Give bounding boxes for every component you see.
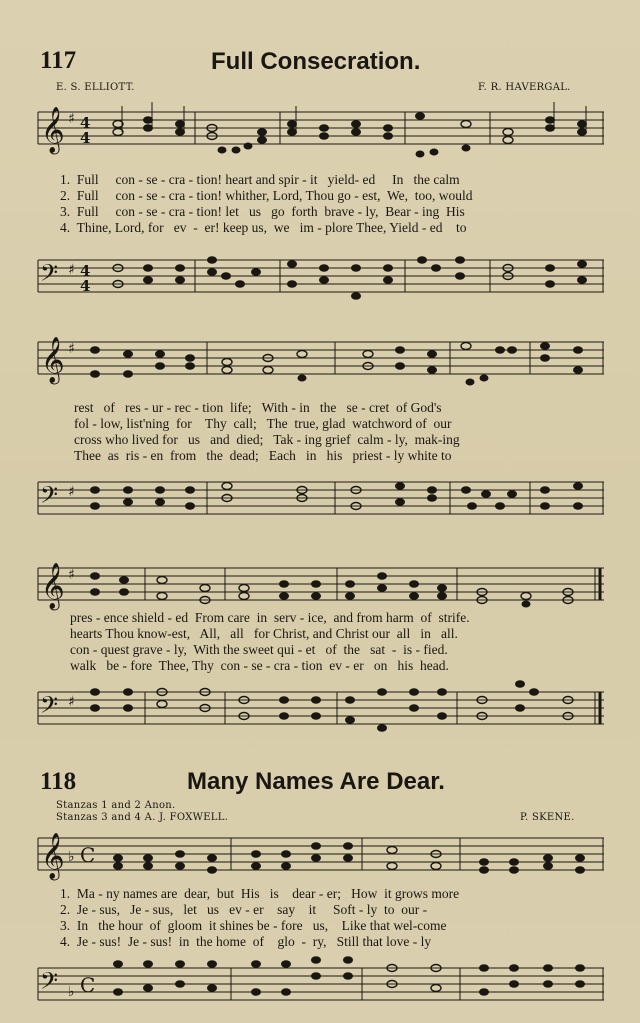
lyric-line: Thee as ris - en from the dead; Each in his priest - ly white to xyxy=(74,448,452,463)
lyric-line: 4. Thine, Lord, for ev - er! keep us, we im - plore Thee, Yield - ed to xyxy=(60,220,467,235)
lyric-line: fol - low, list'ning for Thy call; The true, glad watchword of our xyxy=(74,416,452,431)
bass-clef-icon: 𝄢 xyxy=(40,967,59,1000)
svg-text:4: 4 xyxy=(80,277,91,295)
lyric-line: cross who lived for us and died; Tak - ing grief calm - ly, mak-ing xyxy=(74,432,460,447)
svg-text:C: C xyxy=(80,843,96,867)
hymn-number: 117 xyxy=(40,47,77,74)
svg-text:♯: ♯ xyxy=(68,567,75,583)
composer-credit: E. S. ELLIOTT. xyxy=(56,82,135,93)
treble-clef-icon: 𝄞 xyxy=(41,563,65,609)
treble-clef-icon: 𝄞 xyxy=(41,337,65,383)
treble-clef-icon: 𝄞 xyxy=(41,107,65,153)
lyric-line: 2. Je - sus, Je - sus, let us ev - er say it Soft - ly to our - xyxy=(60,902,428,917)
bass-clef-icon: 𝄢 xyxy=(40,259,59,292)
lyric-line: con - quest grave - ly, With the sweet qui - et of the sat - is - fied. xyxy=(70,642,448,657)
hymn-title: Full Consecration. xyxy=(211,48,421,75)
lyric-line: 3. Full con - se - cra - tion! let us go forth brave - ly, Bear - ing His xyxy=(60,204,465,219)
lyric-line: 1. Full con - se - cra - tion! heart and spir - it yield- ed In the calm xyxy=(60,172,460,187)
composer-credit: P. SKENE. xyxy=(520,812,575,823)
svg-text:♭: ♭ xyxy=(68,849,75,865)
bass-clef-icon: 𝄢 xyxy=(40,691,59,724)
author-credit: Stanzas 1 and 2 Anon. xyxy=(56,800,176,811)
treble-staff xyxy=(0,330,640,405)
svg-text:4: 4 xyxy=(80,262,91,280)
svg-text:4: 4 xyxy=(80,129,91,147)
lyric-line: 4. Je - sus! Je - sus! in the home of glo - ry, Still that love - ly xyxy=(60,934,432,949)
lyric-line: walk be - fore Thee, Thy con - se - cra - tion ev - er on his head. xyxy=(70,658,449,673)
svg-text:4: 4 xyxy=(80,114,91,132)
svg-text:♯: ♯ xyxy=(68,341,75,357)
bass-staff xyxy=(0,680,640,750)
lyric-line: pres - ence shield - ed From care in serv - ice, and from harm of strife. xyxy=(70,610,470,625)
bass-staff xyxy=(0,956,640,1023)
hymn-title: Many Names Are Dear. xyxy=(187,768,445,795)
svg-text:♯: ♯ xyxy=(68,111,75,127)
lyric-line: hearts Thou know-est, All, all for Christ, and Christ our all in all. xyxy=(70,626,458,641)
hymn-number: 118 xyxy=(40,768,77,795)
svg-text:♯: ♯ xyxy=(68,694,75,710)
bass-clef-icon: 𝄢 xyxy=(40,481,59,514)
svg-text:♭: ♭ xyxy=(68,984,75,1000)
author-credit: F. R. HAVERGAL. xyxy=(478,82,571,93)
svg-text:♯: ♯ xyxy=(68,484,75,500)
lyric-line: 1. Ma - ny names are dear, but His is dear - er; How it grows more xyxy=(60,886,460,901)
treble-staff xyxy=(0,96,640,171)
author-credit: Stanzas 3 and 4 A. J. FOXWELL. xyxy=(56,812,229,823)
lyric-line: 3. In the hour of gloom it shines be - fore us, Like that wel-come xyxy=(60,918,447,933)
lyric-line: 2. Full con - se - cra - tion! whither, Lord, Thou go - est, We, too, would xyxy=(60,188,473,203)
treble-clef-icon: 𝄞 xyxy=(41,833,65,879)
svg-text:C: C xyxy=(80,973,96,997)
bass-staff xyxy=(0,470,640,540)
bass-staff xyxy=(0,248,640,318)
svg-text:♯: ♯ xyxy=(68,262,75,278)
lyric-line: rest of res - ur - rec - tion life; With - in the se - cret of God's xyxy=(74,400,442,415)
